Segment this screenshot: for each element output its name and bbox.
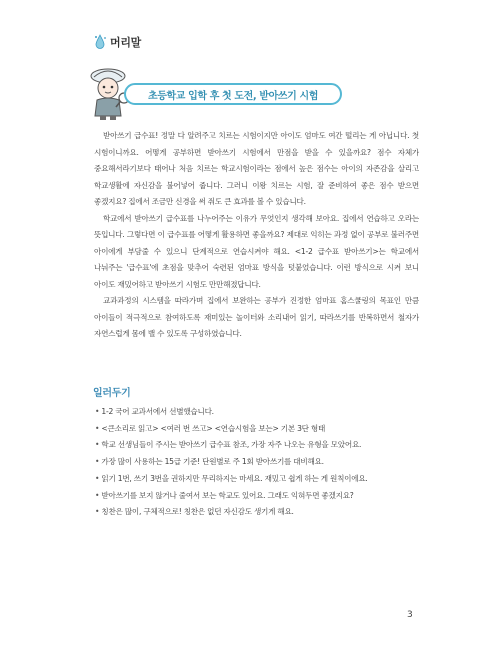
- title-banner: [124, 83, 342, 105]
- list-item: • 받아쓰기를 보지 않거나 줄여서 보는 학교도 있어요. 그래도 익혀두면 좋겠지요?: [95, 488, 435, 505]
- list-item: • 학교 선생님들이 주시는 받아쓰기 급수표 참조, 가장 자주 나오는 유형을 모았어요.: [95, 437, 435, 454]
- preface-body: [94, 128, 419, 343]
- notes-list: [95, 404, 435, 521]
- banner-title: 초등학교 입학 후 첫 도전, 받아쓰기 시험: [147, 90, 319, 102]
- header: [93, 34, 141, 50]
- list-item: • 가장 많이 사용하는 15급 기준! 단원별로 주 1회 받아쓰기를 대비해요.: [95, 454, 435, 471]
- list-item: • 1-2 국어 교과서에서 선별했습니다.: [95, 404, 435, 421]
- page-number: 3: [407, 610, 413, 620]
- body-paragraph: 교과과정의 시스템을 따라가며 집에서 보완하는 공부가 진정한 엄마표 홈스쿨링의 목표인 만큼 아이들이 적극적으로 참여하도록 재미있는 놀이터와 소리내어 읽기, 따라쓰기를 반복하면서 철자가 자연스럽게 몸에 밸 수 있도록 구성하였습니다.: [94, 296, 419, 338]
- sparkle-drop-icon: [93, 34, 107, 50]
- list-item: • 칭찬은 많이, 구체적으로! 칭찬은 없던 자신감도 생기게 해요.: [95, 504, 435, 521]
- notes-heading: 일러두기: [93, 388, 131, 399]
- body-paragraph: 받아쓰기 급수표! 정말 다 알려주고 치르는 시험이지만 아이도 엄마도 여간 떨리는 게 아닙니다. 첫 시험이니까요. 어떻게 공부하면 받아쓰기 시험에서 만점을 받을 수 있을까요? 점수 자체가 중요해서라기보다 태어나 처음 치르는 학교시험이라는 점에서 높은 점수는 아이의 자존감을 살리고 학교생활에 자신감을 불어넣어 줍니다. 그러니 이왕 치르는 시험, 잘 준비하여 좋은 점수 받으면 좋겠지요? 집에서 조금만 신경을 써 줘도 큰 효과를 볼 수 있습니다.: [94, 131, 419, 206]
- body-paragraph: 학교에서 받아쓰기 급수표를 나누어주는 이유가 무엇인지 생각해 보아요. 집에서 연습하고 오라는 뜻입니다. 그렇다면 이 급수표를 어떻게 활용하면 좋을까요? 제대로 익히는 과정 없이 공부로 불러주면 아이에게 부담줄 수 있으니 단계적으로 연습시켜야 해요. <1-2 급수표 받아쓰기>는 학교에서 나눠주는 '급수표'에 초점을 맞추어 숙련된 엄마표 방식을 텃붙었습니다. 이런 방식으로 시켜 보니 아이도 재밌어하고 받아쓰기 시험도 만만해졌답니다.: [94, 213, 419, 289]
- list-item: • <큰소리로 읽고> <여러 번 쓰고> <연습시험을 보는> 기본 3단 형태: [95, 421, 435, 438]
- list-item: • 읽기 1번, 쓰기 3번을 권하지만 무리하지는 마세요. 재밌고 쉽게 하는 게 원칙이에요.: [95, 471, 435, 488]
- section-title: 머리말: [110, 36, 141, 49]
